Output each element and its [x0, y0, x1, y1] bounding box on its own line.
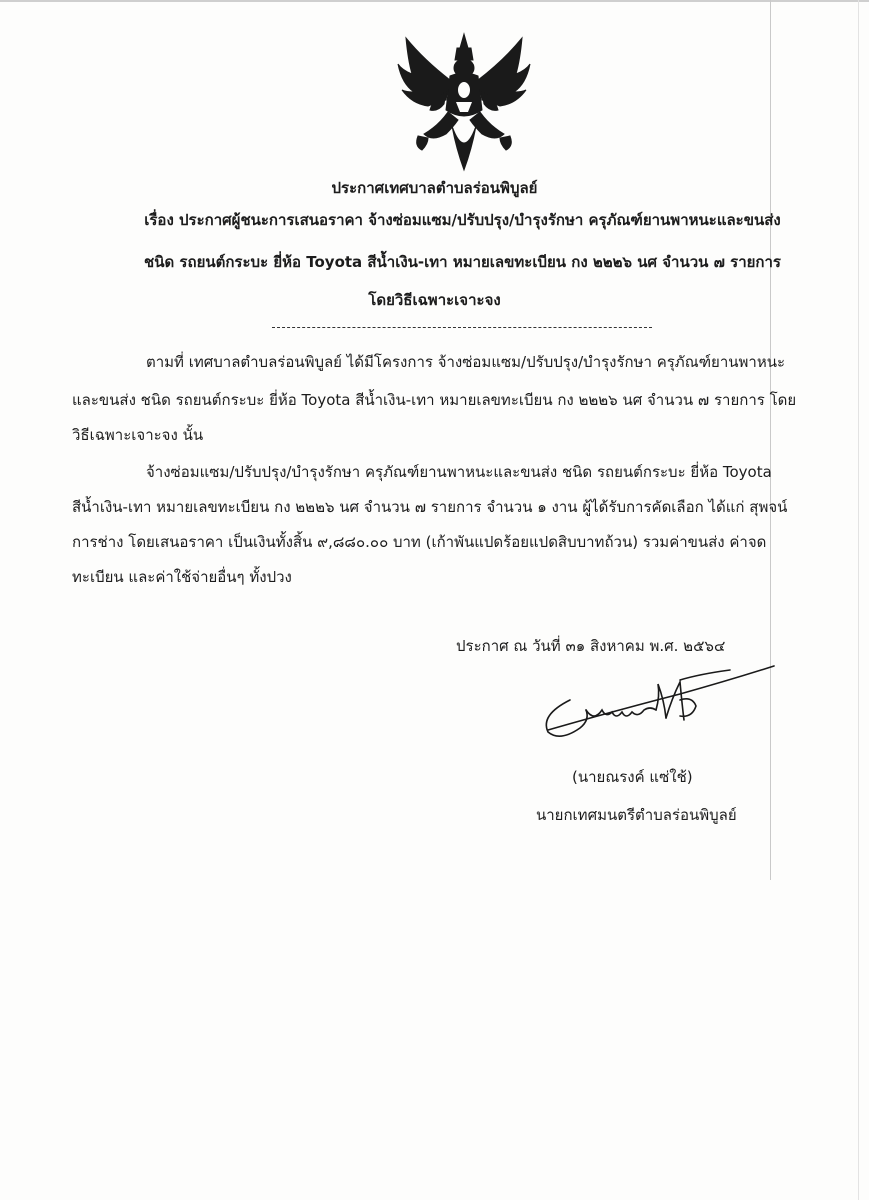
signer-title: นายกเทศมนตรีตำบลร่อนพิบูลย์ [536, 806, 737, 824]
paragraph-1-line-3: วิธีเฉพาะเจาะจง นั้น [72, 426, 204, 444]
signer-name: (นายณรงค์ แซ่ใช้) [572, 768, 693, 786]
method-line: โดยวิธีเฉพาะเจาะจง [368, 291, 501, 309]
garuda-emblem-icon [394, 30, 534, 175]
scan-edge-top [0, 0, 869, 2]
paragraph-1-line-2: และขนส่ง ชนิด รถยนต์กระบะ ยี่ห้อ Toyota สีน้ำเงิน-เทา หมายเลขทะเบียน กง ๒๒๒๖ นศ จำนวน ๗ รายการ โดย [72, 391, 797, 409]
handwritten-signature [530, 660, 780, 760]
subject-line-1: เรื่อง ประกาศผู้ชนะการเสนอราคา จ้างซ่อมแซม/ปรับปรุง/บำรุงรักษา ครุภัณฑ์ยานพาหนะและขนส่ง [144, 211, 781, 229]
announce-date: ประกาศ ณ วันที่ ๓๑ สิงหาคม พ.ศ. ๒๕๖๔ [456, 637, 726, 655]
organization-heading: ประกาศเทศบาลตำบลร่อนพิบูลย์ [331, 179, 538, 197]
paragraph-2-line-1: จ้างซ่อมแซม/ปรับปรุง/บำรุงรักษา ครุภัณฑ์ยานพาหนะและขนส่ง ชนิด รถยนต์กระบะ ยี่ห้อ Toyota [146, 463, 772, 481]
paragraph-1-line-1: ตามที่ เทศบาลตำบลร่อนพิบูลย์ ได้มีโครงการ จ้างซ่อมแซม/ปรับปรุง/บำรุงรักษา ครุภัณฑ์ยานพาหนะ [146, 353, 786, 371]
paragraph-2-line-2: สีน้ำเงิน-เทา หมายเลขทะเบียน กง ๒๒๒๖ นศ จำนวน ๗ รายการ จำนวน ๑ งาน ผู้ได้รับการคัดเลือก ได้แก่ สุพจน์ [72, 498, 788, 516]
subject-line-2: ชนิด รถยนต์กระบะ ยี่ห้อ Toyota สีน้ำเงิน-เทา หมายเลขทะเบียน กง ๒๒๒๖ นศ จำนวน ๗ รายการ [144, 253, 781, 271]
paragraph-2-line-3: การช่าง โดยเสนอราคา เป็นเงินทั้งสิ้น ๙,๘๘๐.๐๐ บาท (เก้าพันแปดร้อยแปดสิบบาทถ้วน) รวมค่าขนส่ง ค่าจด [72, 533, 767, 551]
divider [272, 327, 652, 328]
paragraph-2-line-4: ทะเบียน และค่าใช้จ่ายอื่นๆ ทั้งปวง [72, 568, 292, 586]
